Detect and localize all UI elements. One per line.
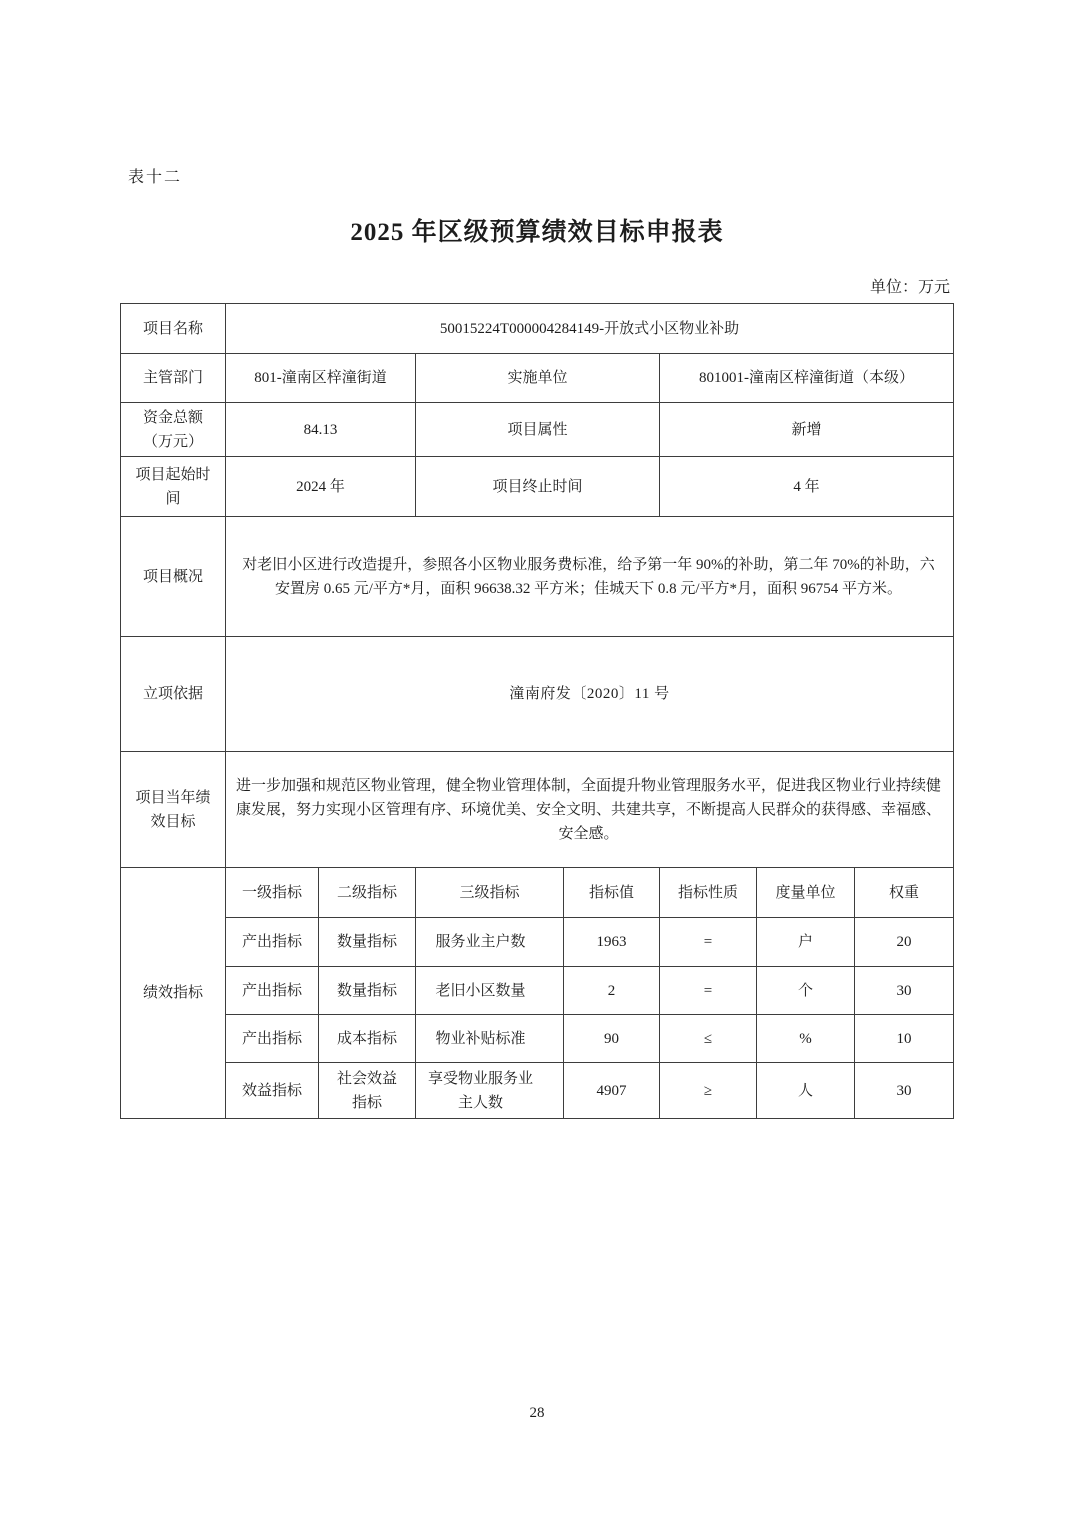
indicator-header-level1: 一级指标 — [226, 868, 319, 918]
indicator-header-level3: 三级指标 — [416, 868, 564, 918]
project-attribute-value: 新增 — [660, 403, 954, 457]
annual-goal-label: 项目当年绩效目标 — [121, 752, 226, 868]
indicator-header-value: 指标值 — [564, 868, 660, 918]
indicator-unit: 户 — [757, 918, 855, 967]
indicator-level2: 成本指标 — [319, 1015, 416, 1063]
row-project-name — [121, 304, 954, 354]
indicator-weight: 20 — [855, 918, 954, 967]
sheet-label: 表十二 — [128, 169, 183, 186]
project-attribute-label: 项目属性 — [416, 403, 660, 457]
project-name-label: 项目名称 — [121, 304, 226, 354]
indicator-row — [121, 1063, 954, 1119]
implement-unit-label: 实施单位 — [416, 354, 660, 403]
department-label: 主管部门 — [121, 354, 226, 403]
indicator-value: 4907 — [564, 1063, 660, 1119]
indicator-level2: 社会效益指标 — [319, 1063, 416, 1119]
indicator-header-weight: 权重 — [855, 868, 954, 918]
indicator-weight: 30 — [855, 1063, 954, 1119]
indicator-level3: 服务业主户数 — [416, 918, 564, 967]
start-time-label: 项目起始时间 — [121, 457, 226, 517]
indicator-level1: 产出指标 — [226, 918, 319, 967]
indicator-level2: 数量指标 — [319, 918, 416, 967]
row-annual-goal — [121, 752, 954, 868]
funds-value: 84.13 — [226, 403, 416, 457]
basis-label: 立项依据 — [121, 637, 226, 752]
basis-value: 潼南府发〔2020〕11 号 — [226, 637, 954, 752]
start-time-value: 2024 年 — [226, 457, 416, 517]
end-time-value: 4 年 — [660, 457, 954, 517]
indicator-row — [121, 967, 954, 1015]
overview-label: 项目概况 — [121, 517, 226, 637]
indicator-row — [121, 1015, 954, 1063]
page-number: 28 — [529, 1405, 545, 1421]
indicator-value: 2 — [564, 967, 660, 1015]
row-funds — [121, 403, 954, 457]
indicator-header-unit: 度量单位 — [757, 868, 855, 918]
department-value: 801-潼南区梓潼街道 — [226, 354, 416, 403]
implement-unit-value: 801001-潼南区梓潼街道（本级） — [660, 354, 954, 403]
indicator-level1: 产出指标 — [226, 967, 319, 1015]
indicator-weight: 10 — [855, 1015, 954, 1063]
indicator-unit: 人 — [757, 1063, 855, 1119]
indicator-header-nature: 指标性质 — [660, 868, 757, 918]
row-period — [121, 457, 954, 517]
indicator-nature: = — [660, 918, 757, 967]
indicator-nature: ≥ — [660, 1063, 757, 1119]
indicator-level2: 数量指标 — [319, 967, 416, 1015]
indicator-nature: = — [660, 967, 757, 1015]
indicator-level1: 产出指标 — [226, 1015, 319, 1063]
end-time-label: 项目终止时间 — [416, 457, 660, 517]
indicator-unit: 个 — [757, 967, 855, 1015]
page-title: 2025 年区级预算绩效目标申报表 — [350, 219, 724, 246]
project-name-value: 50015224T000004284149-开放式小区物业补助 — [226, 304, 954, 354]
indicator-unit: % — [757, 1015, 855, 1063]
indicator-level3: 享受物业服务业主人数 — [416, 1063, 564, 1119]
indicator-weight: 30 — [855, 967, 954, 1015]
row-department — [121, 354, 954, 403]
indicator-level3: 老旧小区数量 — [416, 967, 564, 1015]
indicator-value: 90 — [564, 1015, 660, 1063]
unit-note: 单位：万元 — [869, 279, 950, 296]
indicator-nature: ≤ — [660, 1015, 757, 1063]
annual-goal-value: 进一步加强和规范区物业管理，健全物业管理体制，全面提升物业管理服务水平，促进我区物业行业持续健康发展，努力实现小区管理有序、环境优美、安全文明、共建共享，不断提高人民群众的获得感、幸福感、安全感。 — [226, 752, 954, 868]
indicators-section-label: 绩效指标 — [121, 868, 226, 1119]
funds-label: 资金总额（万元） — [121, 403, 226, 457]
indicator-header-row — [121, 868, 954, 918]
indicator-level3: 物业补贴标准 — [416, 1015, 564, 1063]
indicator-value: 1963 — [564, 918, 660, 967]
row-basis — [121, 637, 954, 752]
indicator-level1: 效益指标 — [226, 1063, 319, 1119]
indicator-row — [121, 918, 954, 967]
indicator-header-level2: 二级指标 — [319, 868, 416, 918]
budget-performance-table — [120, 303, 954, 1119]
overview-value: 对老旧小区进行改造提升，参照各小区物业服务费标准，给予第一年 90%的补助，第二年 70%的补助，六安置房 0.65 元/平方*月，面积 96638.32 平方米；佳城天下 0.8 元/平方*月，面积 96754 平方米。 — [226, 517, 954, 637]
row-overview — [121, 517, 954, 637]
